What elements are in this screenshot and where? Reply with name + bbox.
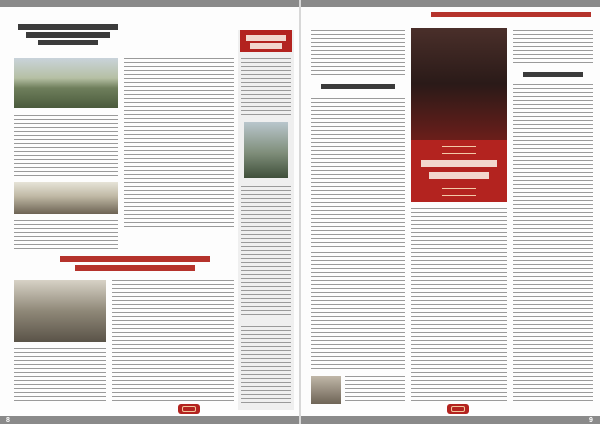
left-page — [0, 0, 299, 424]
sidebar-title-card — [240, 30, 292, 52]
featured-article-card — [411, 140, 507, 202]
article-text-column — [112, 280, 234, 404]
small-photo — [311, 376, 341, 404]
sidebar-text — [241, 186, 291, 316]
page-header-band — [0, 0, 299, 7]
sidebar-text — [241, 326, 291, 404]
ceremony-hall-photo — [14, 182, 118, 214]
article-subheadline — [513, 70, 593, 80]
soldiers-photo — [14, 58, 118, 108]
section-headline — [60, 256, 210, 274]
page-number: 8 — [6, 417, 10, 424]
article-text-column — [513, 84, 593, 404]
article-text-column — [124, 58, 234, 228]
article-text-column — [14, 115, 118, 177]
article-text-column — [345, 376, 405, 404]
article-text-column — [513, 30, 593, 66]
article-text-column — [311, 30, 405, 78]
article-text-column — [411, 208, 507, 404]
sidebar-text — [241, 58, 291, 116]
soldier-portrait-photo — [244, 122, 288, 178]
crowd-photo — [14, 280, 106, 342]
right-page — [301, 0, 600, 424]
article-text-column — [14, 348, 106, 404]
page-footer-band — [301, 416, 600, 424]
page-header-band — [301, 0, 600, 7]
article-text-column — [311, 98, 405, 248]
top-banner-headline — [431, 10, 591, 20]
sidebar-column — [238, 30, 294, 410]
article-subheadline — [311, 82, 405, 94]
article-text-column — [14, 220, 118, 250]
page-number: 9 — [589, 417, 593, 424]
page-footer-band — [0, 416, 299, 424]
article-text-column — [311, 252, 405, 372]
newspaper-logo — [178, 404, 200, 414]
clergy-portrait-photo — [411, 28, 507, 140]
newspaper-logo — [447, 404, 469, 414]
main-headline — [18, 24, 118, 46]
